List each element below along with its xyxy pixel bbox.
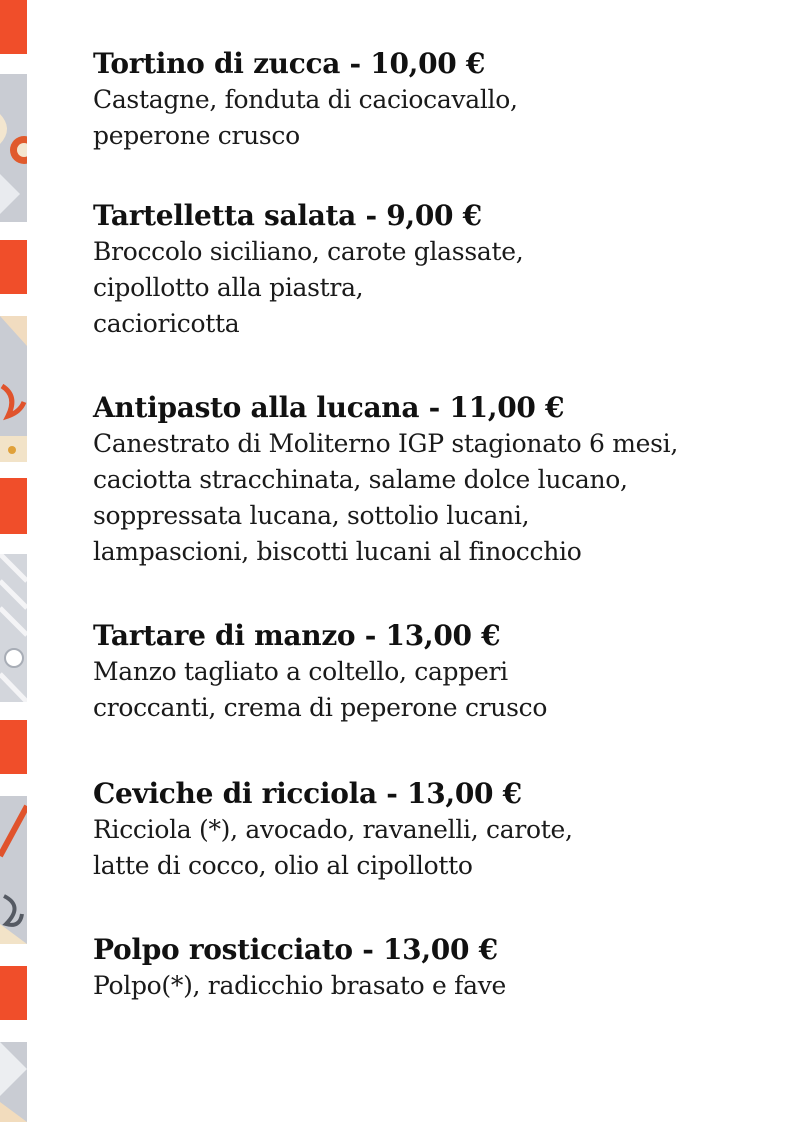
red-tile-block <box>0 478 27 534</box>
dish-description-line: soppressata lucana, sottolio lucani, <box>93 501 530 530</box>
dish-description-line: Castagne, fonduta di caciocavallo, <box>93 85 518 114</box>
dish-antipasto-lucana <box>93 390 678 570</box>
dish-title: Tartelletta salata - 9,00 € <box>93 199 482 232</box>
dish-description-line: cacioricotta <box>93 309 240 338</box>
dish-description-line: croccanti, crema di peperone crusco <box>93 693 548 722</box>
dish-description-line: Manzo tagliato a coltello, capperi <box>93 657 508 686</box>
dish-description-line: caciotta stracchinata, salame dolce lucano, <box>93 465 628 494</box>
red-tile-block <box>0 966 27 1020</box>
dish-description-line: lampascioni, biscotti lucani al finocchio <box>93 537 582 566</box>
patterned-tile <box>0 1042 27 1122</box>
dish-tartare <box>93 618 547 726</box>
dish-polpo <box>93 932 506 1004</box>
dish-description-line: Canestrato di Moliterno IGP stagionato 6 mesi, <box>93 429 679 458</box>
red-tile-block <box>0 720 27 774</box>
dish-description-line: cipollotto alla piastra, <box>93 273 364 302</box>
dish-tortino <box>93 46 518 154</box>
decorative-tile-strip <box>0 0 27 1122</box>
red-tile-block <box>0 0 27 54</box>
patterned-tile <box>0 316 27 462</box>
red-tile-block <box>0 240 27 294</box>
dish-title: Polpo rosticciato - 13,00 € <box>93 933 498 966</box>
dish-tartelletta <box>93 198 523 342</box>
dish-description-line: peperone crusco <box>93 121 300 150</box>
patterned-tile <box>0 74 27 222</box>
patterned-tile <box>0 796 27 944</box>
dish-description-line: Polpo(*), radicchio brasato e fave <box>93 971 507 1000</box>
dish-title: Antipasto alla lucana - 11,00 € <box>93 391 565 424</box>
dish-description-line: latte di cocco, olio al cipollotto <box>93 851 473 880</box>
dish-title: Tortino di zucca - 10,00 € <box>93 47 486 80</box>
dish-ceviche <box>93 776 573 884</box>
dish-title: Tartare di manzo - 13,00 € <box>93 619 501 652</box>
dish-description-line: Broccolo siciliano, carote glassate, <box>93 237 524 266</box>
dish-description-line: Ricciola (*), avocado, ravanelli, carote, <box>93 815 573 844</box>
dish-title: Ceviche di ricciola - 13,00 € <box>93 777 522 810</box>
patterned-tile <box>0 554 27 702</box>
